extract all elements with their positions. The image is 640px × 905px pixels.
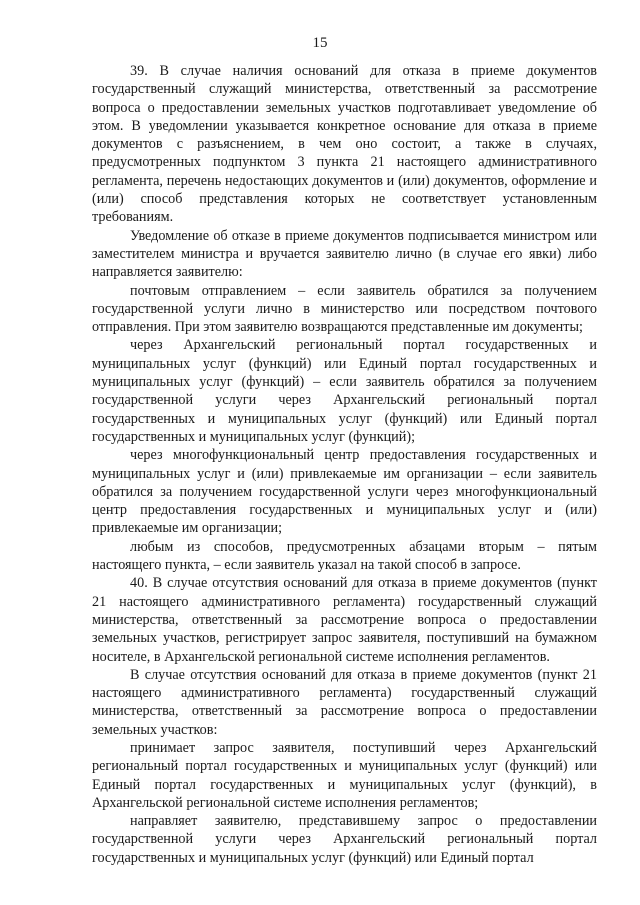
paragraph: 39. В случае наличия оснований для отказа в приеме документов государственный служащий министерства, ответственный за рассмотрение вопроса о предоставлении земельных участков подготавливает уведомление об этом. В уведомлении указывается конкретное основание для отказа в приеме документов с разъяснением, в чем оно состоит, а также в случаях, предусмотренных подпунктом 3 пункта 21 настоящего административного регламента, перечень недостающих документов и (или) документов, оформление и (или) способ представления которых не соответствует установленным требованиям. [92, 63, 597, 226]
paragraph: через многофункциональный центр предоставления государственных и муниципальных услуг и (или) привлекаемые им организации – если заявитель обратился за получением государственной услуги через многофункциональный центр предоставления государственных и муниципальных услуг и (или) привлекаемые им организации; [92, 447, 597, 537]
page-number: 15 [312, 35, 328, 51]
paragraph: 40. В случае отсутствия оснований для отказа в приеме документов (пункт 21 настоящего административного регламента) государственный служащий министерства, ответственный за рассмотрение вопроса о предоставлении земельных участков, регистрирует запрос заявителя, поступивший на бумажном носителе, в Архангельской региональной системе исполнения регламентов. [92, 575, 597, 665]
document-body [92, 62, 597, 867]
paragraph: через Архангельский региональный портал государственных и муниципальных услуг (функций) или Единый портал государственных и муниципальных услуг (функций) – если заявитель обратился за получением государственной услуги через Архангельский региональный портал государственных и муниципальных услуг (функций) или Единый портал государственных и муниципальных услуг (функций); [92, 337, 597, 445]
paragraph: принимает запрос заявителя, поступивший через Архангельский региональный портал государственных и муниципальных услуг (функций) или Единый портал государственных и муниципальных услуг (функций), в Архангельской региональной системе исполнения регламентов; [92, 739, 597, 811]
paragraph: любым из способов, предусмотренных абзацами вторым – пятым настоящего пункта, – если заявитель указал на такой способ в запросе. [92, 538, 597, 574]
paragraph: Уведомление об отказе в приеме документов подписывается министром или заместителем министра и вручается заявителю лично (в случае его явки) либо направляется заявителю: [92, 227, 597, 281]
paragraph: В случае отсутствия оснований для отказа в приеме документов (пункт 21 настоящего административного регламента) государственный служащий министерства, ответственный за рассмотрение вопроса о предоставлении земельных участков: [92, 666, 597, 738]
paragraph: почтовым отправлением – если заявитель обратился за получением государственной услуги лично в министерство или посредством почтового отправления. При этом заявителю возвращаются представленные им документы; [92, 282, 597, 336]
paragraph: направляет заявителю, представившему запрос о предоставлении государственной услуги через Архангельский региональный портал государственных и муниципальных услуг (функций) или Единый портал [92, 813, 597, 866]
